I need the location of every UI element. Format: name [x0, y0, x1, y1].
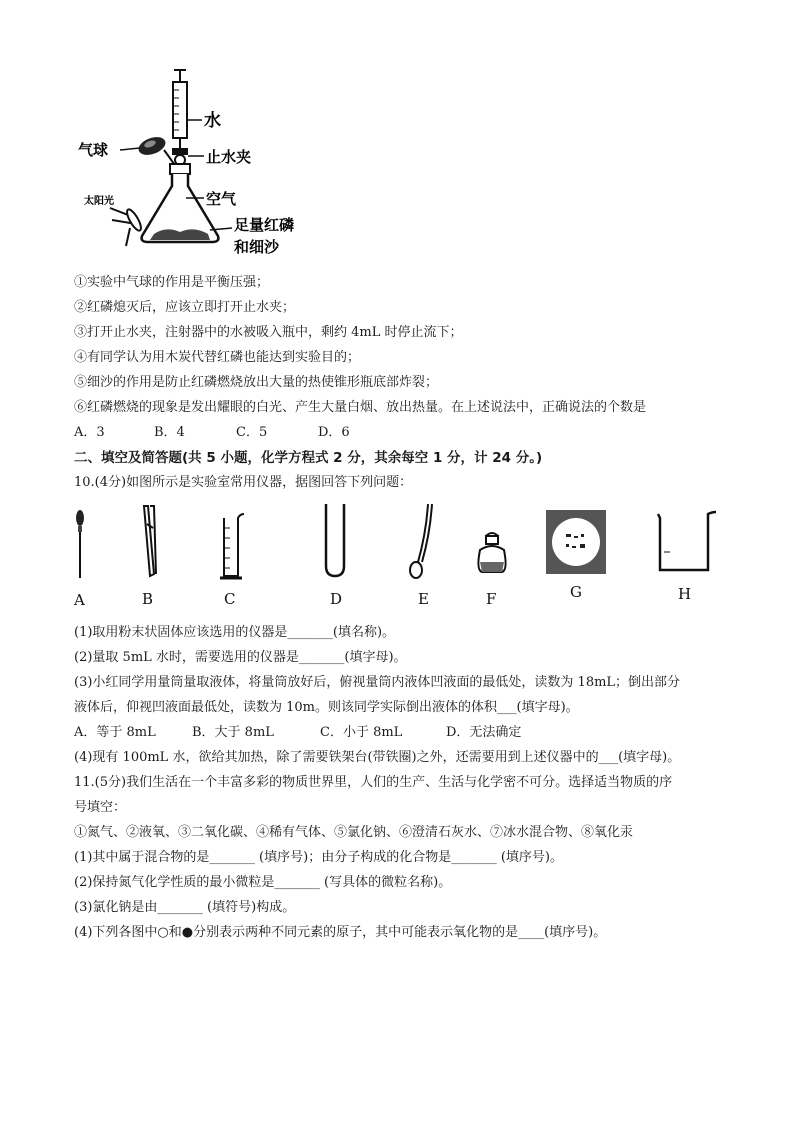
section2-heading: 二、填空及简答题(共 5 小题，化学方程式 2 分，其余每空 1 分，计 24 分。) [74, 450, 543, 466]
lab-instruments-figure [62, 504, 742, 610]
instrument-letter-e: E [418, 590, 429, 608]
clamp-icon [172, 148, 188, 165]
q9-option-b[interactable]: B．4 [154, 425, 185, 440]
q10-part-3-line1: (3)小红同学用量筒量取液体，将量筒放好后，俯视量筒内液体凹液面的最低处，读数为 18mL；倒出部分 [74, 675, 681, 690]
q11-part-4: (4)下列各图中○和●分别表示两种不同元素的原子，其中可能表示氧化物的是____(填序号)。 [74, 925, 607, 940]
instrument-letter-d: D [330, 590, 343, 608]
test-tube-icon [326, 504, 344, 576]
syringe-icon [173, 70, 187, 150]
instrument-letter-b: B [142, 590, 154, 608]
q9-statement-2: ②红磷熄灭后，应该立即打开止水夹； [74, 300, 296, 315]
dropper-icon [76, 510, 84, 578]
q10-part-3-line2: 液体后，仰视凹液面最低处，读数为 10m。则该同学实际倒出液体的体积___(填字母)。 [74, 700, 579, 715]
q10-options [74, 724, 521, 742]
balloon-label: 气球 [78, 141, 109, 159]
graduated-cylinder-icon [220, 514, 244, 578]
q9-statement-6: ⑥红磷燃烧的现象是发出耀眼的白光、产生大量白烟、放出热量。在上述说法中，正确说法的个数是 [74, 400, 647, 415]
air-oxygen-apparatus-figure [70, 68, 310, 268]
q11-substances: ①氮气、②液氧、③二氧化碳、④稀有气体、⑤氯化钠、⑥澄清石灰水、⑦冰水混合物、⑧氧化汞 [74, 825, 634, 840]
q10-option-a[interactable]: A．等于 8mL [74, 725, 156, 740]
q9-statement-4: ④有同学认为用木炭代替红磷也能达到实验目的； [74, 350, 361, 365]
instrument-letter-a: A [74, 591, 85, 609]
sunlight-label: 太阳光 [84, 196, 114, 207]
q10-part-1: (1)取用粉末状固体应该选用的仪器是_______(填名称)。 [74, 625, 396, 640]
q11-stem-line2: 号填空： [74, 800, 127, 815]
clamp-label: 止水夹 [206, 148, 252, 166]
q10-part-2: (2)量取 5mL 水时，需要选用的仪器是_______(填字母)。 [74, 650, 407, 665]
phosphorus-label-line1: 足量红磷 [234, 216, 295, 234]
tweezers-icon [144, 506, 156, 576]
alcohol-lamp-icon [478, 533, 505, 572]
q10-option-d[interactable]: D．无法确定 [446, 725, 522, 740]
q9-statement-5: ⑤细沙的作用是防止红磷燃烧放出大量的热使锥形瓶底部炸裂； [74, 375, 439, 390]
q9-statement-1: ①实验中气球的作用是平衡压强； [74, 275, 270, 290]
water-label: 水 [204, 111, 221, 131]
instrument-letter-h: H [678, 585, 692, 603]
air-label: 空气 [206, 190, 237, 208]
q11-part-1: (1)其中属于混合物的是_______ (填序号)；由分子构成的化合物是_______ (填序号)。 [74, 850, 563, 865]
q9-option-a[interactable]: A．3 [74, 425, 105, 440]
balloon-icon [136, 134, 174, 164]
instrument-letter-g: G [570, 583, 582, 601]
q9-statement-3: ③打开止水夹，注射器中的水被吸入瓶中，剩约 4mL 时停止流下； [74, 325, 463, 340]
beaker-icon [658, 512, 716, 570]
q9-option-d[interactable]: D．6 [318, 425, 350, 440]
sunlight-lens-icon [110, 208, 143, 246]
q10-stem: 10.(4分)如图所示是实验室常用仪器，据图回答下列问题： [74, 475, 413, 490]
phosphorus-label-line2: 和细沙 [234, 238, 280, 256]
q11-part-2: (2)保持氮气化学性质的最小微粒是_______ (写具体的微粒名称)。 [74, 875, 452, 890]
q10-option-c[interactable]: C．小于 8mL [320, 725, 403, 740]
q11-part-3: (3)氯化钠是由_______ (填符号)构成。 [74, 900, 296, 915]
wire-gauze-icon [546, 510, 606, 574]
medicine-spoon-icon [410, 504, 432, 578]
q10-part-4: (4)现有 100mL 水，欲给其加热，除了需要铁架台(带铁圈)之外，还需要用到上述仪器中的___(填字母)。 [74, 750, 681, 765]
q10-option-b[interactable]: B．大于 8mL [192, 725, 274, 740]
q9-option-c[interactable]: C．5 [236, 425, 268, 440]
q9-options [74, 424, 350, 442]
instrument-letter-f: F [486, 590, 497, 608]
instrument-letter-c: C [224, 590, 236, 608]
q11-stem-line1: 11.(5分)我们生活在一个丰富多彩的物质世界里，人们的生产、生活与化学密不可分。选择适当物质的序 [74, 775, 673, 790]
